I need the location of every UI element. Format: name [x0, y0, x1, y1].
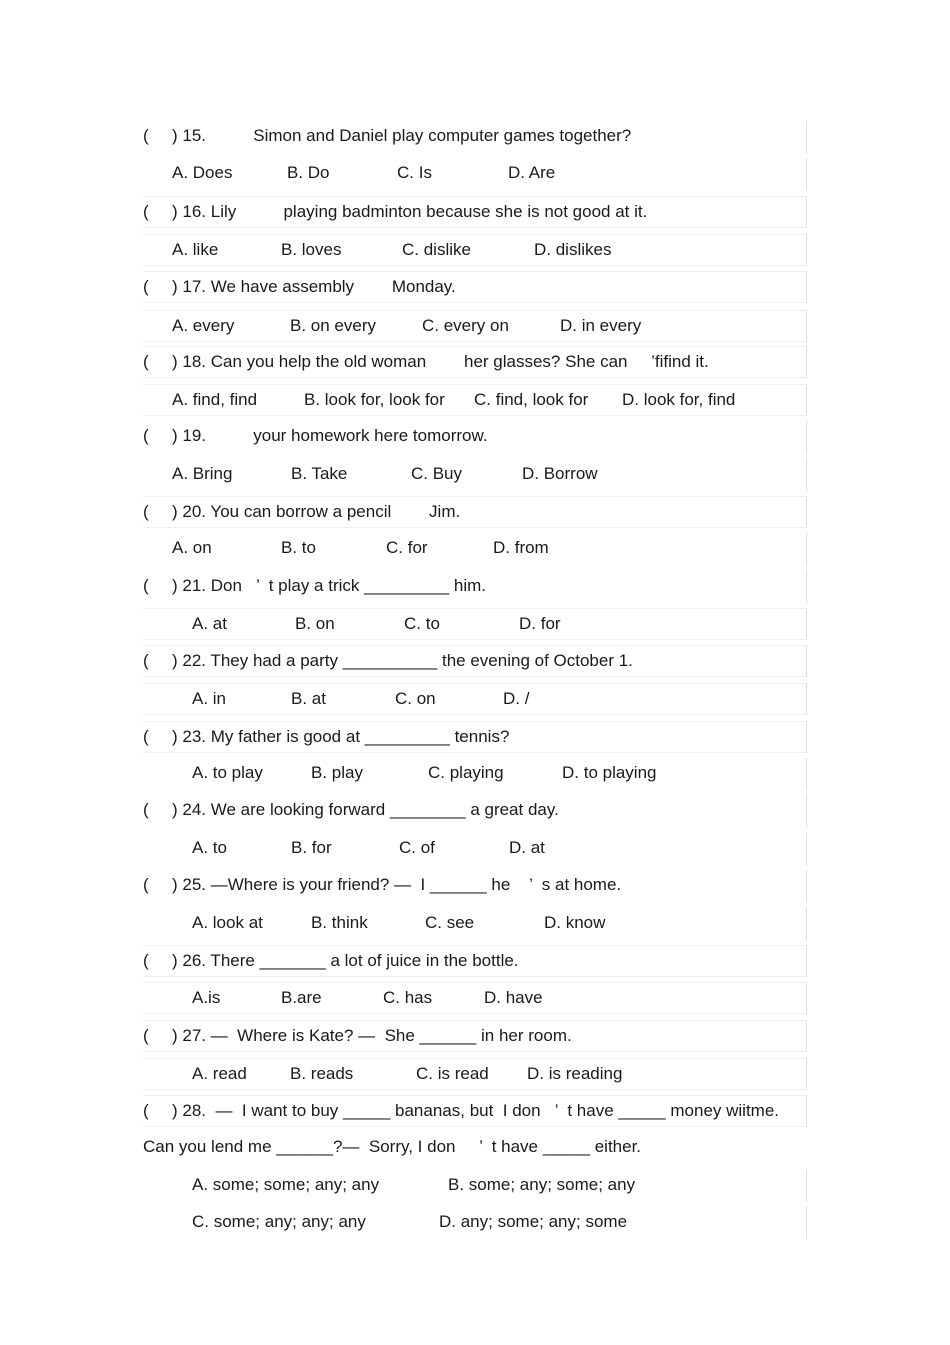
option-b: B. play	[311, 763, 363, 782]
option-d: D. for	[519, 614, 561, 633]
question-row	[143, 121, 807, 153]
option-b: B. loves	[281, 240, 342, 259]
option-b: B. on	[295, 614, 335, 633]
options-row	[143, 982, 807, 1014]
option-c: C. Buy	[411, 464, 463, 483]
options-row	[143, 234, 807, 266]
option-b: B. Take	[291, 464, 348, 483]
option-a: A. read	[192, 1064, 247, 1083]
option-d: D. to playing	[562, 763, 657, 782]
option-a: A. look at	[192, 913, 263, 932]
question-stem: ) 15. Simon and Daniel play computer games together?	[172, 126, 632, 145]
option-d: D. in every	[560, 316, 642, 335]
options-row	[143, 1207, 807, 1239]
option-c: C. is read	[416, 1064, 489, 1083]
answer-paren-open: (	[143, 426, 149, 445]
option-a: A. to	[192, 838, 227, 857]
option-d: D. at	[509, 838, 545, 857]
option-d: D. know	[544, 913, 606, 932]
option-a: A. some; some; any; any	[192, 1175, 380, 1194]
option-c: C. Is	[397, 163, 432, 182]
option-b: B. at	[291, 689, 326, 708]
question-continuation: Can you lend me ______?— Sorry, I don ’ t have _____ either.	[143, 1137, 642, 1156]
question-stem: ) 27. — Where is Kate? — She ______ in her room.	[172, 1026, 572, 1045]
question-stem: ) 20. You can borrow a pencil Jim.	[172, 502, 461, 521]
answer-paren-open: (	[143, 502, 149, 521]
question-row	[143, 870, 807, 902]
answer-paren-open: (	[143, 951, 149, 970]
options-row	[143, 1058, 807, 1090]
option-a: A. at	[192, 614, 227, 633]
option-d: D. is reading	[527, 1064, 623, 1083]
option-a: A. Does	[172, 163, 233, 182]
options-row	[143, 310, 807, 342]
question-row	[143, 571, 807, 603]
answer-paren-open: (	[143, 1026, 149, 1045]
question-row	[143, 795, 807, 827]
option-a: A. like	[172, 240, 219, 259]
option-b: B. Do	[287, 163, 330, 182]
option-c: C. some; any; any; any	[192, 1212, 366, 1231]
options-row	[143, 833, 807, 865]
question-stem: ) 17. We have assembly Monday.	[172, 277, 456, 296]
answer-paren-open: (	[143, 352, 149, 371]
options-row	[143, 683, 807, 715]
option-d: D. Borrow	[522, 464, 598, 483]
options-row	[143, 384, 807, 416]
question-row	[143, 721, 807, 753]
question-stem: ) 19. your homework here tomorrow.	[172, 426, 488, 445]
option-b: B. some; any; some; any	[448, 1175, 636, 1194]
option-b: B. think	[311, 913, 368, 932]
question-row	[143, 1020, 807, 1052]
question-row	[143, 346, 807, 378]
option-c: C. dislike	[402, 240, 471, 259]
option-c: C. find, look for	[474, 390, 589, 409]
question-stem: ) 22. They had a party __________ the evening of October 1.	[172, 651, 633, 670]
option-a: A. on	[172, 538, 212, 557]
question-row	[143, 421, 807, 453]
question-continuation-row	[143, 1132, 807, 1164]
question-stem: ) 21. Don ’ t play a trick _________ him.	[172, 576, 487, 595]
option-c: C. has	[383, 988, 433, 1007]
option-d: D. from	[493, 538, 549, 557]
option-b: B. to	[281, 538, 316, 557]
answer-paren-open: (	[143, 277, 149, 296]
answer-paren-open: (	[143, 800, 149, 819]
question-row	[143, 271, 807, 303]
option-c: C. for	[386, 538, 428, 557]
answer-paren-open: (	[143, 727, 149, 746]
option-d: D. /	[503, 689, 530, 708]
question-row	[143, 945, 807, 977]
question-stem: ) 28. — I want to buy _____ bananas, but I don ’ t have _____ money wiitme.	[172, 1101, 780, 1120]
option-a: A. find, find	[172, 390, 258, 409]
question-stem: ) 26. There _______ a lot of juice in the bottle.	[172, 951, 519, 970]
question-row	[143, 196, 807, 228]
option-c: C. to	[404, 614, 440, 633]
option-a: A. every	[172, 316, 235, 335]
option-a: A.is	[192, 988, 221, 1007]
options-row	[143, 608, 807, 640]
question-stem: ) 23. My father is good at _________ tennis?	[172, 727, 510, 746]
options-row	[143, 533, 807, 565]
question-stem: ) 24. We are looking forward ________ a great day.	[172, 800, 559, 819]
option-c: C. every on	[422, 316, 509, 335]
option-a: A. Bring	[172, 464, 233, 483]
answer-paren-open: (	[143, 651, 149, 670]
question-stem: ) 16. Lily playing badminton because she is not good at it.	[172, 202, 648, 221]
answer-paren-open: (	[143, 1101, 149, 1120]
option-b: B. for	[291, 838, 332, 857]
options-row	[143, 908, 807, 940]
option-a: A. to play	[192, 763, 263, 782]
question-row	[143, 1095, 807, 1127]
options-row	[143, 758, 807, 790]
question-row	[143, 496, 807, 528]
option-b: B. on every	[290, 316, 376, 335]
option-b: B. look for, look for	[304, 390, 445, 409]
option-d: D. Are	[508, 163, 556, 182]
options-row	[143, 1170, 807, 1202]
answer-paren-open: (	[143, 875, 149, 894]
option-d: D. have	[484, 988, 543, 1007]
question-stem: ) 25. —Where is your friend? — I ______ he ’ s at home.	[172, 875, 622, 894]
option-c: C. on	[395, 689, 436, 708]
options-row	[143, 158, 807, 190]
option-b: B.are	[281, 988, 322, 1007]
option-c: C. playing	[428, 763, 504, 782]
question-row	[143, 645, 807, 677]
option-c: C. see	[425, 913, 475, 932]
option-d: D. dislikes	[534, 240, 612, 259]
answer-paren-open: (	[143, 576, 149, 595]
answer-paren-open: (	[143, 202, 149, 221]
option-b: B. reads	[290, 1064, 354, 1083]
options-row	[143, 459, 807, 491]
answer-paren-open: (	[143, 126, 149, 145]
option-d: D. look for, find	[622, 390, 736, 409]
option-d: D. any; some; any; some	[439, 1212, 628, 1231]
question-stem: ) 18. Can you help the old woman her glasses? She can ’fifind it.	[172, 352, 709, 371]
option-c: C. of	[399, 838, 435, 857]
option-a: A. in	[192, 689, 227, 708]
